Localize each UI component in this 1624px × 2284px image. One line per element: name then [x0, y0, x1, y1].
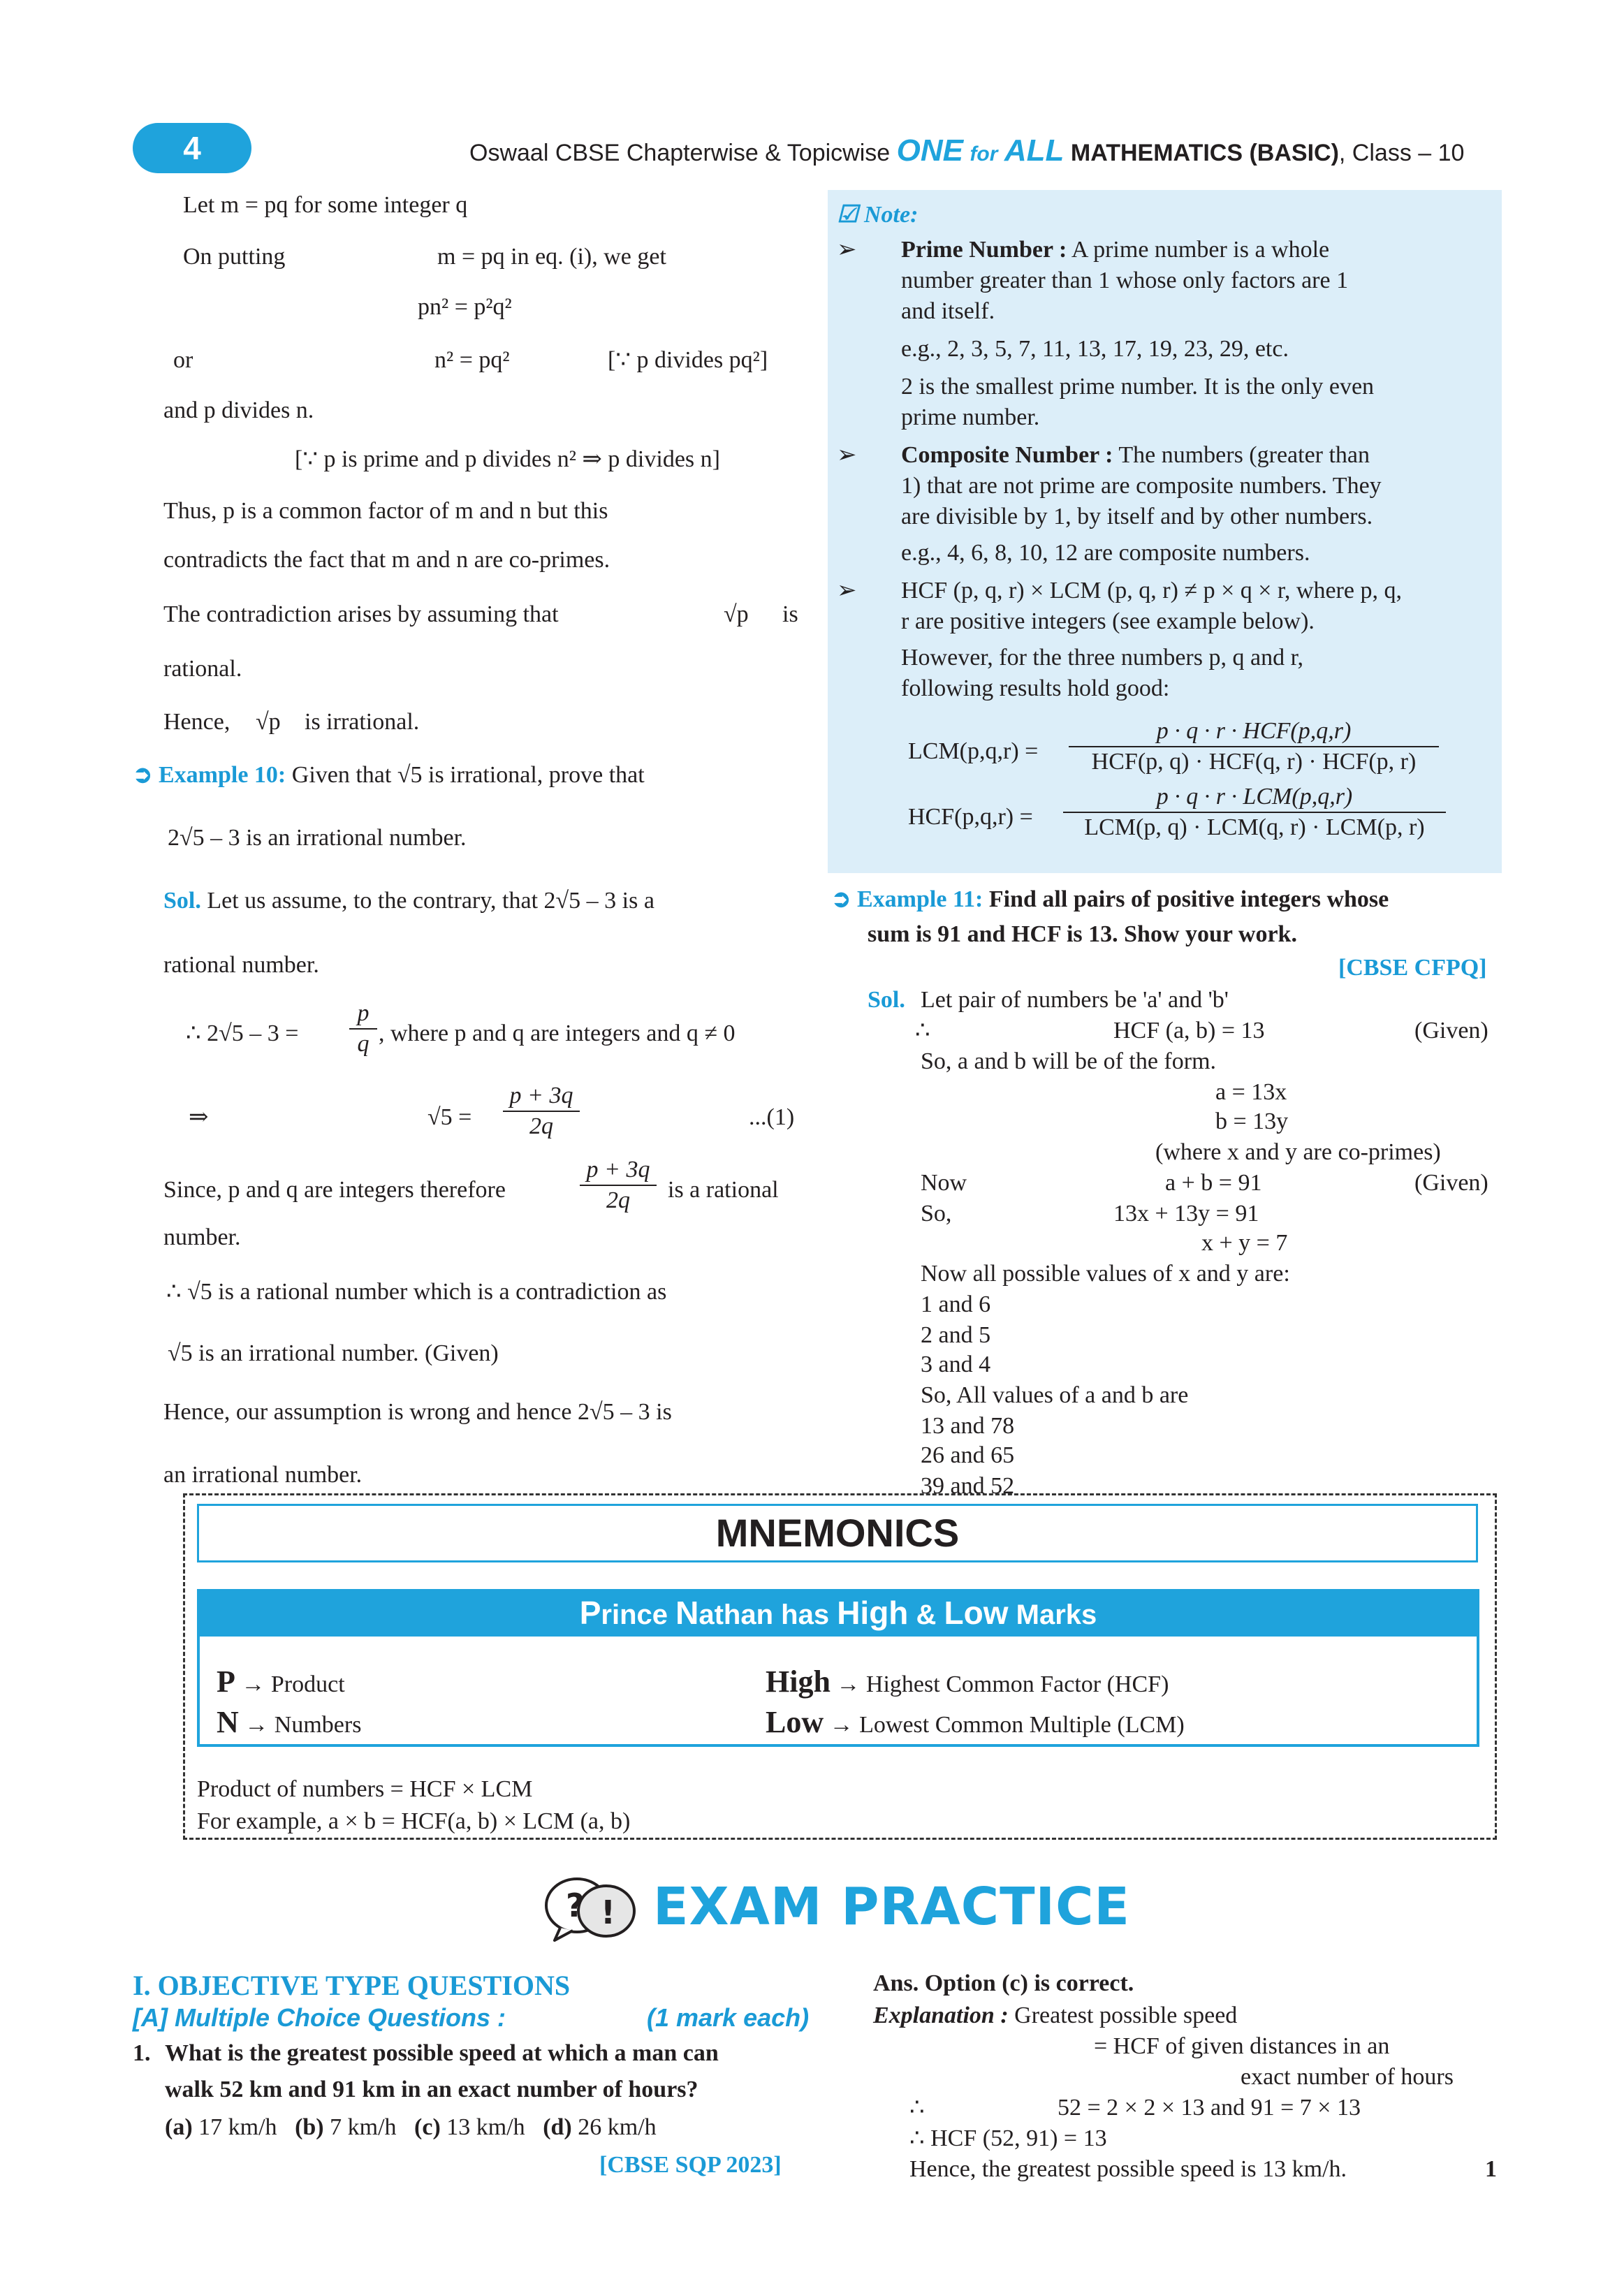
mn-high-val: → Highest Common Factor (HCF): [836, 1671, 1169, 1697]
example-10-text: Given that √5 is irrational, prove that: [291, 762, 645, 788]
page-number-badge: 4: [133, 123, 251, 173]
hence-2: an irrational number.: [163, 1462, 363, 1488]
prime-text: A prime number is a whole: [1067, 237, 1330, 263]
question-line-2: walk 52 km and 91 km in an exact number of hours?: [165, 2077, 698, 2102]
exam-practice-title: EXAM PRACTICE: [653, 1877, 1130, 1937]
formula-hcf-left: HCF(p,q,r) =: [908, 804, 1033, 830]
since-num: p + 3q: [580, 1155, 657, 1186]
sol-11-l15: 13 and 78: [921, 1413, 1015, 1439]
mcq-label: [A] Multiple Choice Questions :: [133, 2003, 506, 2032]
explanation-label: Explanation :: [873, 2003, 1009, 2028]
option-c: 13 km/h: [446, 2114, 525, 2140]
eq2-mid: √5 =: [427, 1104, 472, 1130]
proof-line-1: Let m = pq for some integer q: [183, 192, 468, 218]
explanation-l3: exact number of hours: [1241, 2064, 1454, 2090]
mn-head-low: Low: [944, 1595, 1009, 1631]
note-prime-l3: and itself.: [901, 298, 995, 324]
option-d: 26 km/h: [578, 2114, 657, 2140]
explanation-l5: ∴ HCF (52, 91) = 13: [909, 2125, 1107, 2151]
sol-11-label: Sol.: [868, 987, 905, 1013]
note-prime-l2: number greater than 1 whose only factors are 1: [901, 268, 1349, 293]
proof-line-4b: n² = pq²: [434, 347, 510, 373]
example-10-label: ➲ Example 10:: [133, 762, 286, 788]
note-hcf-l1: HCF (p, q, r) × LCM (p, q, r) ≠ p × q × r, where p, q,: [901, 578, 1402, 603]
sol-11-l8b: 13x + 13y = 91: [1113, 1201, 1259, 1227]
mn-head-amp: &: [908, 1599, 944, 1630]
brand-one: ONE: [896, 133, 963, 168]
note-hcf-l3: However, for the three numbers p, q and r,: [901, 645, 1304, 671]
sol-11-l4: a = 13x: [1215, 1079, 1287, 1105]
sol-11-l7b: a + b = 91: [1165, 1170, 1262, 1196]
proof-line-9c: is: [782, 601, 798, 627]
proof-line-4a: or: [173, 347, 193, 373]
sol-11-l6: (where x and y are co-primes): [1155, 1139, 1441, 1165]
sol-11-l1: Let pair of numbers be 'a' and 'b': [921, 987, 1229, 1013]
sol-11-l7c: (Given): [1414, 1170, 1488, 1196]
proof-line-9b: √p: [724, 601, 749, 627]
proof-line-11b: √p: [256, 709, 281, 735]
mcq-marks: (1 mark each): [647, 2003, 810, 2032]
mn-n-key: N: [217, 1705, 239, 1739]
mn-n-val: → Numbers: [244, 1712, 362, 1738]
question-exclamation-icon: [542, 1871, 640, 1947]
proof-line-5: and p divides n.: [163, 397, 314, 423]
mn-example: For example, a × b = HCF(a, b) × LCM (a, b): [197, 1808, 631, 1834]
option-b: 7 km/h: [330, 2114, 397, 2140]
formula-lcm-num: p · q · r · HCF(p,q,r): [1069, 717, 1439, 747]
proof-line-4c: [∵ p divides pq²]: [608, 347, 768, 373]
option-d-label: (d): [543, 2114, 572, 2140]
explanation-text: Greatest possible speed: [1008, 2003, 1238, 2028]
mn-low-val: → Lowest Common Multiple (LCM): [829, 1712, 1185, 1738]
mn-high-key: High: [766, 1664, 831, 1699]
explanation-l1: [873, 2000, 1237, 2031]
proof-line-11a: Hence,: [163, 709, 231, 735]
sol-11-l2c: (Given): [1414, 1018, 1488, 1044]
proof-line-8: contradicts the fact that m and n are co-primes.: [163, 547, 610, 573]
sol-11-l3: So, a and b will be of the form.: [921, 1048, 1217, 1074]
note-prime-l6: prime number.: [901, 404, 1040, 430]
proof-line-2a: On putting: [183, 244, 286, 270]
proof-line-6: [∵ p is prime and p divides n² ⇒ p divides n]: [295, 446, 720, 472]
mn-low-key: Low: [766, 1705, 824, 1739]
note-prime-l5: 2 is the smallest prime number. It is the only even: [901, 374, 1375, 400]
explanation-l6: Hence, the greatest possible speed is 13 km/h.: [909, 2156, 1347, 2182]
since-c: number.: [163, 1224, 241, 1250]
eq2-fraction: [503, 1081, 580, 1141]
sol-11-l11: 1 and 6: [921, 1291, 991, 1317]
options-row: [165, 2112, 657, 2143]
bullet-3: ➢: [837, 578, 857, 603]
example-10-text-2: 2√5 – 3 is an irrational number.: [168, 825, 467, 851]
formula-hcf-den: LCM(p, q) · LCM(q, r) · LCM(p, r): [1084, 814, 1425, 840]
note-composite-l3: are divisible by 1, by itself and by other numbers.: [901, 504, 1373, 529]
bullet-1: ➢: [837, 237, 857, 263]
option-a: 17 km/h: [198, 2114, 277, 2140]
formula-hcf-fraction: [1063, 782, 1446, 842]
option-a-label: (a): [165, 2114, 193, 2140]
bullet-2: ➢: [837, 442, 857, 468]
proof-line-7: Thus, p is a common factor of m and n but this: [163, 498, 608, 524]
answer: Ans. Option (c) is correct.: [873, 1970, 1134, 1996]
mn-head-high: High: [837, 1595, 909, 1631]
sol-11-l14: So, All values of a and b are: [921, 1382, 1189, 1408]
sol-11-l17: 39 and 52: [921, 1473, 1015, 1499]
sol-11-l7a: Now: [921, 1170, 967, 1196]
note-prime-l4: e.g., 2, 3, 5, 7, 11, 13, 17, 19, 23, 29, etc.: [901, 336, 1289, 362]
since-fraction: [580, 1155, 657, 1215]
note-composite-l1: [901, 440, 1370, 471]
hence-1: Hence, our assumption is wrong and hence 2√5 – 3 is: [163, 1399, 672, 1425]
sol-label: Sol.: [163, 888, 201, 914]
mn-head-p: P: [579, 1595, 601, 1631]
mn-product: Product of numbers = HCF × LCM: [197, 1776, 533, 1802]
therefore-1: ∴ √5 is a rational number which is a contradiction as: [166, 1279, 667, 1305]
mn-head-athan: athan has: [698, 1599, 837, 1630]
question-number: 1.: [133, 2040, 151, 2066]
mnemonics-title: MNEMONICS: [197, 1504, 1478, 1562]
therefore-2: √5 is an irrational number. (Given): [168, 1340, 499, 1366]
formula-lcm-den: HCF(p, q) · HCF(q, r) · HCF(p, r): [1091, 749, 1417, 775]
solution-10: [163, 886, 654, 916]
note-title: ☑ Note:: [837, 202, 919, 228]
question-line-1: What is the greatest possible speed at which a man can: [165, 2040, 719, 2066]
composite-label: Composite Number :: [901, 442, 1113, 468]
proof-line-3: pn² = p²q²: [418, 294, 512, 320]
note-composite-l2: 1) that are not prime are composite numbers. They: [901, 473, 1382, 499]
eq2-den: 2q: [529, 1113, 553, 1139]
example-11-q2: sum is 91 and HCF is 13. Show your work.: [868, 921, 1297, 947]
subject: MATHEMATICS (BASIC): [1070, 140, 1339, 166]
sol-11-l12: 2 and 5: [921, 1322, 991, 1348]
svg-text:!: !: [601, 1894, 615, 1931]
eq2-ref: ...(1): [749, 1104, 795, 1130]
mn-head-rince: rince: [601, 1599, 676, 1630]
sol-11-l5: b = 13y: [1215, 1108, 1289, 1134]
sol-11-l8a: So,: [921, 1201, 952, 1227]
proof-line-10: rational.: [163, 656, 242, 682]
note-composite-l4: e.g., 4, 6, 8, 10, 12 are composite numbers.: [901, 540, 1310, 566]
sol-text-2: rational number.: [163, 952, 319, 978]
eq2-num: p + 3q: [503, 1081, 580, 1112]
svg-text:?: ?: [566, 1887, 585, 1924]
eq1-right: , where p and q are integers and q ≠ 0: [379, 1020, 736, 1046]
proof-line-2b: m = pq in eq. (i), we get: [437, 244, 666, 270]
since-a: Since, p and q are integers therefore: [163, 1177, 506, 1203]
formula-lcm-fraction: [1069, 717, 1439, 777]
prime-label: Prime Number :: [901, 237, 1067, 263]
example-10: [133, 760, 645, 791]
example-11-source: [CBSE CFPQ]: [1338, 955, 1487, 981]
eq2-left: ⇒: [189, 1104, 209, 1130]
note-prime-l1: [901, 235, 1329, 265]
eq1-num: p: [349, 999, 377, 1030]
example-11: [831, 884, 1389, 915]
note-hcf-l4: following results hold good:: [901, 675, 1170, 701]
mn-head-marks: Marks: [1008, 1599, 1097, 1630]
mn-p-key: P: [217, 1664, 235, 1699]
explanation-l4b: 52 = 2 × 2 × 13 and 91 = 7 × 13: [1058, 2095, 1361, 2121]
mn-p-row: [217, 1664, 345, 1700]
formula-lcm-left: LCM(p,q,r) =: [908, 738, 1039, 764]
proof-line-11c: is irrational.: [305, 709, 420, 735]
question-source: [CBSE SQP 2023]: [599, 2152, 782, 2178]
sol-11-l10: Now all possible values of x and y are:: [921, 1261, 1290, 1287]
example-11-q1: Find all pairs of positive integers whose: [988, 886, 1389, 912]
option-b-label: (b): [295, 2114, 324, 2140]
class-label: , Class – 10: [1338, 140, 1465, 166]
sol-11-l2a: ∴: [915, 1018, 930, 1044]
sol-11-l9: x + y = 7: [1201, 1230, 1288, 1256]
brand-for: for: [970, 142, 998, 166]
eq1-left: ∴ 2√5 – 3 =: [186, 1020, 299, 1046]
section-heading: I. OBJECTIVE TYPE QUESTIONS: [133, 1970, 571, 2001]
mn-head-n: N: [675, 1595, 699, 1631]
proof-line-9a: The contradiction arises by assuming that: [163, 601, 559, 627]
mn-high-row: [766, 1664, 1169, 1700]
sol-text: Let us assume, to the contrary, that 2√5 – 3 is a: [207, 888, 654, 914]
explanation-l2: = HCF of given distances in an: [1094, 2033, 1390, 2059]
explanation-l4a: ∴: [909, 2095, 925, 2121]
option-c-label: (c): [414, 2114, 441, 2140]
example-11-label: ➲ Example 11:: [831, 886, 983, 912]
mnemonics-heading: [197, 1589, 1479, 1637]
sol-11-l16: 26 and 65: [921, 1442, 1015, 1468]
since-b: is a rational: [668, 1177, 779, 1203]
marks: 1: [1485, 2156, 1497, 2182]
note-hcf-l2: r are positive integers (see example below).: [901, 608, 1315, 634]
formula-hcf-num: p · q · r · LCM(p,q,r): [1063, 782, 1446, 813]
sol-11-l2b: HCF (a, b) = 13: [1113, 1018, 1265, 1044]
mn-n-row: [217, 1707, 361, 1741]
brand-all: ALL: [1004, 133, 1065, 168]
eq1-fraction: [349, 999, 377, 1059]
eq1-den: q: [357, 1031, 370, 1057]
running-header: [469, 134, 1464, 171]
mn-low-row: [766, 1707, 1185, 1741]
sol-11-l13: 3 and 4: [921, 1352, 991, 1377]
mn-p-val: → Product: [241, 1671, 345, 1697]
since-den: 2q: [606, 1187, 630, 1213]
composite-text: The numbers (greater than: [1113, 442, 1370, 468]
series-title: Oswaal CBSE Chapterwise & Topicwise: [469, 140, 891, 166]
